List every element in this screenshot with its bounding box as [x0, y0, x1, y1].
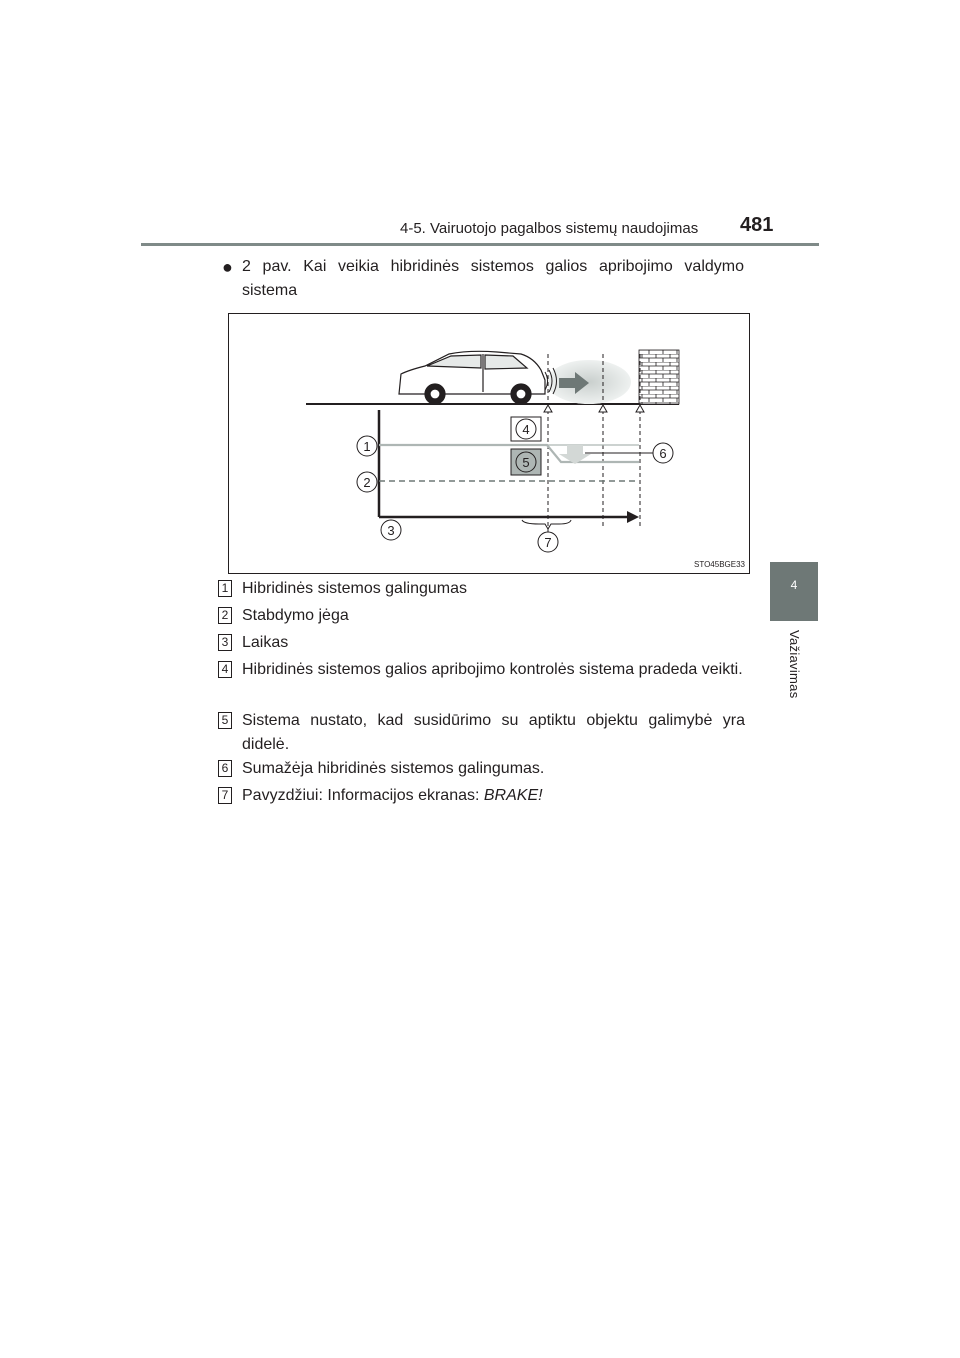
running-header: 4-5. Vairuotojo pagalbos sistemų naudojimas — [400, 220, 699, 237]
wall-icon — [639, 350, 679, 404]
diagram-svg — [229, 314, 749, 573]
callout-6: 6 — [659, 446, 667, 461]
legend-item — [218, 784, 745, 808]
bullet-icon: ● — [222, 257, 233, 277]
brake-message: BRAKE! — [483, 787, 543, 804]
legend-number: 6 — [218, 760, 232, 777]
callout-2: 2 — [363, 475, 371, 490]
header-divider — [141, 243, 819, 246]
callout-1: 1 — [363, 439, 371, 454]
callout-3: 3 — [387, 523, 395, 538]
x-axis-arrow-icon — [627, 511, 639, 523]
callout-7-bracket — [522, 520, 571, 529]
legend-text: Laikas — [242, 634, 289, 651]
legend-number: 5 — [218, 712, 232, 729]
legend-item — [218, 604, 745, 628]
chapter-tab-label: Važiavimas — [787, 630, 802, 699]
legend-number: 7 — [218, 787, 232, 804]
car-icon — [399, 351, 545, 404]
callout-5: 5 — [522, 455, 530, 470]
callout-4: 4 — [522, 422, 530, 437]
legend-item — [218, 631, 745, 655]
diagram-figure — [228, 313, 750, 574]
legend-text: Hibridinės sistemos galios apribojimo kontrolės sistema pradeda veikti. — [242, 661, 743, 678]
bullet-heading-text: 2 pav. Kai veikia hibridinės sistemos galios apribojimo valdymo sistema — [242, 258, 744, 299]
legend-text: Sistema nustato, kad susidūrimo su aptiktu objektu galimybė yra didelė. — [242, 712, 745, 753]
legend-text: Stabdymo jėga — [242, 607, 349, 624]
bullet-heading — [222, 255, 744, 303]
legend-number: 3 — [218, 634, 232, 651]
chapter-tab-number: 4 — [790, 578, 798, 592]
legend-number: 2 — [218, 607, 232, 624]
legend-number: 4 — [218, 661, 232, 678]
legend-text: Hibridinės sistemos galingumas — [242, 580, 467, 597]
figure-code: STO45BGE33 — [694, 560, 745, 569]
legend-item — [218, 658, 745, 682]
legend-item — [218, 709, 745, 757]
marker-triangles-icon — [544, 405, 644, 412]
legend-text — [242, 784, 745, 808]
callout-7: 7 — [544, 535, 552, 550]
legend-item — [218, 577, 745, 601]
legend-item — [218, 757, 745, 781]
page-number: 481 — [740, 214, 774, 236]
legend-number: 1 — [218, 580, 232, 597]
legend-text-main: Pavyzdžiui: Informacijos ekranas: — [242, 787, 484, 804]
legend-text: Sumažėja hibridinės sistemos galingumas. — [242, 760, 545, 777]
